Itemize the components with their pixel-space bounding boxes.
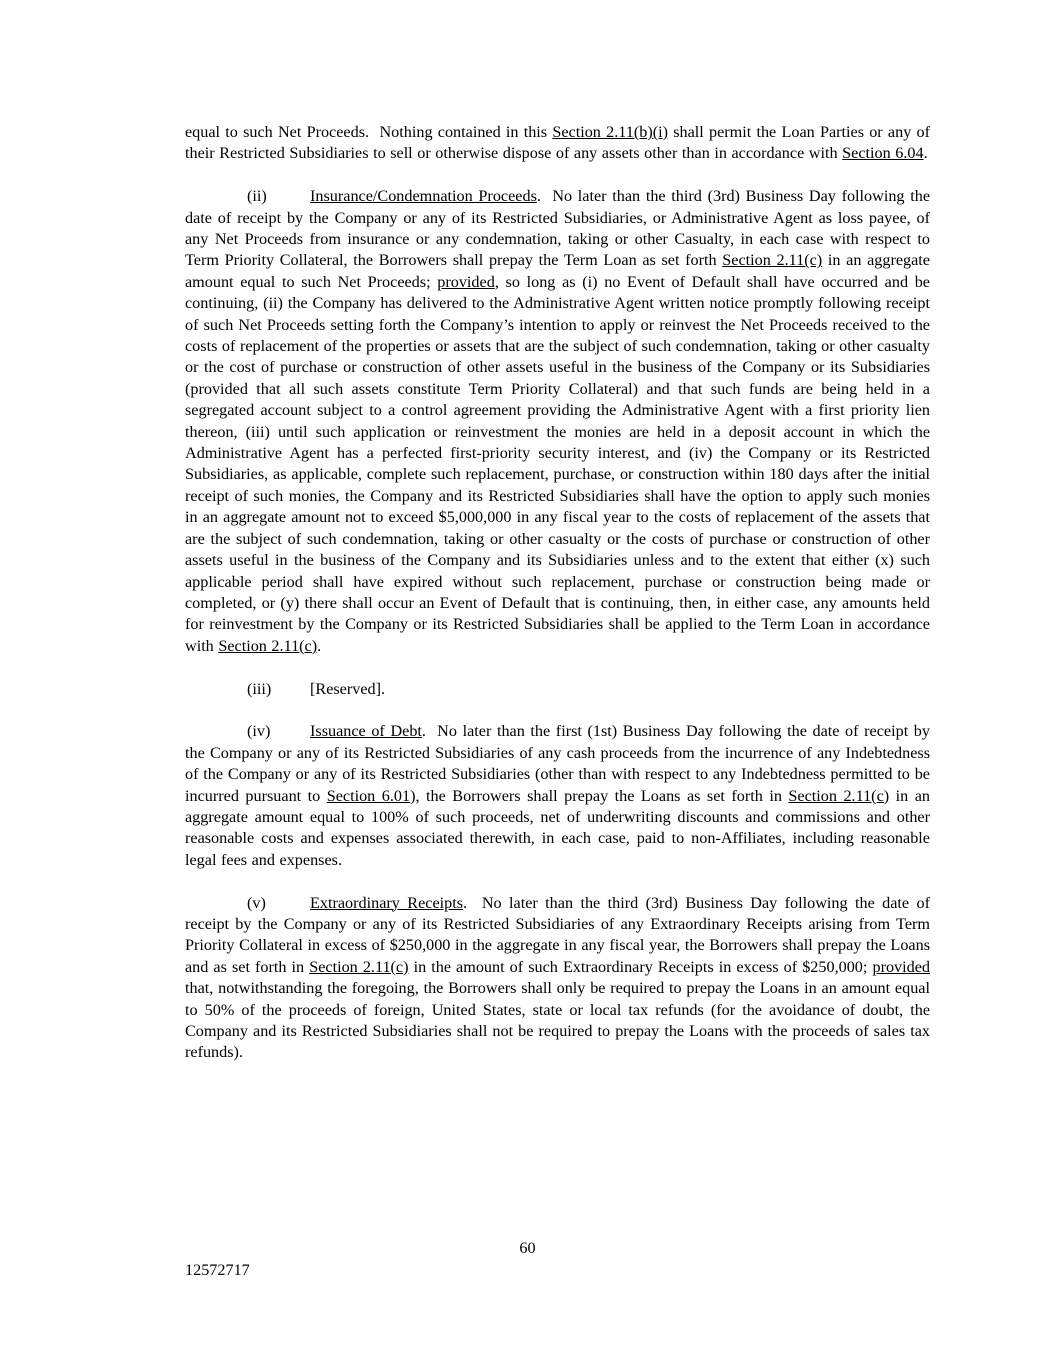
text-run: ), the Borrowers shall prepay the Loans as set forth in: [410, 786, 789, 805]
underlined-text-run: Section 6.04: [842, 144, 924, 163]
text-run: .: [317, 636, 322, 655]
underlined-text-run: provided: [872, 957, 931, 976]
underlined-text-run: Extraordinary Receipts: [310, 893, 464, 912]
text-run: , so long as (i) no Event of Default shall have occurred and be continuing, (ii) the Company has delivered to the Administrative Agent written notice promptly following receipt of such Net Proceeds setting forth the Company’s intention to apply or reinvest the Net Proceeds received to the costs of replacement of the properties or assets that are the subject of such condemnation, taking or other casualty or the cost of purchase or construction of other assets useful in the business of the Company or its Subsidiaries (provided that all such assets constitute Term Priority Collateral) and that such funds are being held in a segregated account subject to a control agreement providing the Administrative Agent with a first priority lien thereon, (iii) until such application or reinvestment the monies are held in a deposit account in which the Administrative Agent has a perfected first-priority security interest, and (iv) the Company or its Restricted Subsidiaries, as applicable, complete such replacement, purchase, or construction within 180 days after the initial receipt of such monies, the Company and its Restricted Subsidiaries shall have the option to apply such monies in an aggregate amount not to exceed $5,000,000 in any fiscal year to the costs of replacement of the assets that are the subject of such condemnation, taking or other casualty or the costs of purchase or construction of other assets useful in the business of the Company and its Subsidiaries unless and to the extent that either (x) such applicable period shall have expired without such replacement, purchase or construction being made or completed, or (y) there shall occur an Event of Default that is continuing, then, in either case, any amounts held for reinvestment by the Company or its Restricted Subsidiaries shall be applied to the Term Loan in accordance with: [185, 272, 930, 655]
page-number: 60: [519, 1239, 536, 1257]
text-run: in an aggregate amount equal to such Net Proceeds;: [185, 251, 930, 291]
text-run: . No later than the first (1st) Business Day following the date of receipt by the Company or any of its Restricted Subsidiaries of any cash proceeds from the incurrence of any Indebtedness of the Company or any of its Restricted Subsidiaries (other than with respect to any Indebtedness permitted to be incurred pursuant to: [185, 722, 930, 805]
document-id-stamp: 12572717: [185, 1261, 250, 1279]
text-run: that, notwithstanding the foregoing, the Borrowers shall only be required to prepay the Loans in an amount equal to 50% of the proceeds of foreign, United States, state or local tax refunds (for the avoidance of doubt, the Company and its Restricted Subsidiaries shall not be required to prepay the Loans with the proceeds of sales tax refunds).: [185, 979, 930, 1062]
paragraph-number: (iv): [247, 722, 271, 741]
underlined-text-run: Issuance of Debt: [310, 722, 422, 741]
paragraph: [185, 122, 930, 165]
text-run: equal to such Net Proceeds. Nothing contained in this: [185, 123, 553, 141]
underlined-text-run: Insurance/Condemnation Proceeds: [310, 187, 537, 206]
paragraph: [185, 893, 930, 1064]
text-run: [Reserved].: [310, 679, 386, 698]
underlined-text-run: Section 2.11(c): [788, 786, 890, 805]
text-run: .: [923, 144, 928, 163]
underlined-text-run: provided: [437, 272, 495, 291]
paragraph-number: (ii): [247, 187, 267, 206]
paragraph-number: (iii): [247, 679, 272, 698]
underlined-text-run: Section 2.11(c): [722, 251, 823, 270]
underlined-text-run: Section 6.01: [326, 786, 411, 805]
underlined-text-run: Section 2.11(b)(i): [552, 123, 668, 141]
text-run: in the amount of such Extraordinary Receipts in excess of $250,000;: [408, 957, 873, 976]
text-run: . No later than the third (3rd) Business Day following the date of receipt by the Company or any of its Restricted Subsidiaries, or Administrative Agent as loss payee, of any Net Proceeds from insurance or any condemnation, taking or other Casualty, in each case with respect to Term Priority Collateral, the Borrowers shall prepay the Term Loan as set forth: [185, 187, 931, 270]
paragraph-number: (v): [247, 893, 266, 912]
paragraph: [185, 679, 930, 700]
paragraph: [185, 186, 930, 657]
text-run: shall permit the Loan Parties or any of their Restricted Subsidiaries to sell or otherwise dispose of any assets other than in accordance with: [185, 123, 930, 163]
underlined-text-run: Section 2.11(c): [218, 636, 318, 655]
text-run: . No later than the third (3rd) Business Day following the date of receipt by the Company or any of its Restricted Subsidiaries of any Extraordinary Receipts arising from Term Priority Collateral in excess of $250,000 in the aggregate in any fiscal year, the Borrowers shall prepay the Loans and as set forth in: [185, 893, 930, 976]
paragraph: [185, 721, 930, 871]
document-body: [185, 122, 930, 1085]
underlined-text-run: Section 2.11(c): [309, 957, 409, 976]
text-run: in an aggregate amount equal to 100% of such proceeds, net of underwriting discounts and commissions and other reasonable costs and expenses associated therewith, in each case, paid to non-Affiliates, including reasonable legal fees and expenses.: [185, 786, 930, 869]
